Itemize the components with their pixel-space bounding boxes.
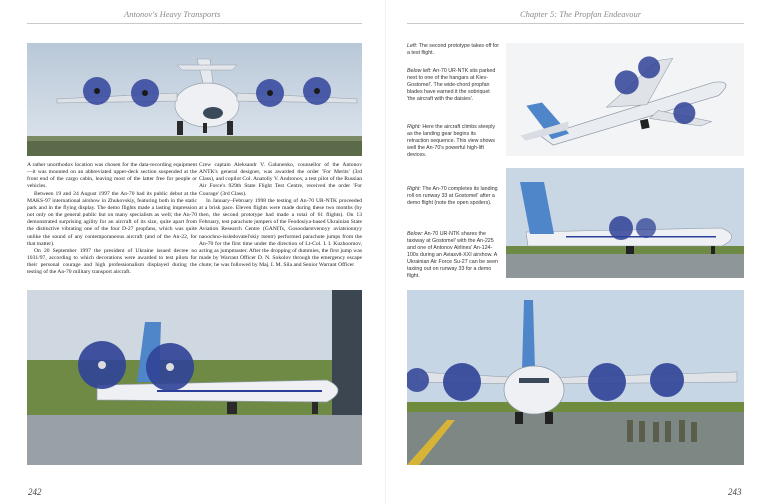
caption-lead: Right: xyxy=(407,124,421,130)
caption-4 xyxy=(407,186,499,207)
folio-left: 242 xyxy=(28,487,42,497)
caption-1 xyxy=(407,43,499,57)
caption-text: Here the aircraft climbs steeply as the landing gear begins its retraction sequence. This view shows well the An-70's powerful high-lift devices. xyxy=(407,124,496,158)
caption-lead: Right: xyxy=(407,186,421,192)
caption-lead: Below: xyxy=(407,231,423,237)
caption-lead: Left: xyxy=(407,43,418,49)
caption-5 xyxy=(407,231,499,280)
caption-lead: Below left: xyxy=(407,68,432,74)
photo-takeoff xyxy=(27,43,362,156)
header-rule-right xyxy=(407,23,744,24)
photo-landing-roll xyxy=(506,168,744,278)
paragraph: On 20 September 1997 the president of Ukraine issued decree no 1031/97, according to which decorations were awarded to test pilots for their personal courage and high professionalism displayed during the testing of the An-70 military transport aircraft. xyxy=(27,247,197,276)
caption-3 xyxy=(407,124,499,159)
gutter xyxy=(385,0,386,504)
caption-text: An-70 UR-NTK sits parked next to one of the hangars at Kiev-Gostomel'. The wide-chord propfan blades have earned it the sobriquet 'the aircraft with the daisies'. xyxy=(407,68,496,102)
body-text-col-1 xyxy=(27,162,197,277)
paragraph: Crew captain Aleksandr V. Galunenko, counsellor of the Antonov ANTK's general designer, was awarded the order 'For Merits' (3rd Class), and copilot Col. Anatoliy V. Andronov, a test pilot of the Russian Air Force's 929th State Flight Test Centre, received the order 'For Courage' (3rd Class). xyxy=(199,162,362,197)
body-text-col-2 xyxy=(199,162,362,269)
caption-text: The second prototype takes off for a test flight. xyxy=(407,43,499,56)
folio-right: 243 xyxy=(728,487,742,497)
paragraph: A rather unorthodox location was chosen for the data-recording equipment—it was mounted on an abbreviated upper-deck section suspended at the front end of the cargo cabin, leaving most of the latter free for people or vehicles. xyxy=(27,162,197,190)
running-head-left: Antonov's Heavy Transports xyxy=(124,9,221,19)
caption-text: The An-70 completes its landing roll on runway 33 at Gostomel' after a demo flight (note the open spoilers). xyxy=(407,186,498,206)
paragraph: In January–February 1998 the testing of An-70 UR-NTK proceeded at a brisk pace. Eleven flights were made during these two months (by then, the second prototype had made a total of 61 flights). On 13 February, test parachute jumpers of the Feodosiya-based Ukrainian State Aviation Research Centre (GANITs, Gosoodarstvennyy aviatsionnyy naoochno-issledovatel'skiy tsentr) performed parachute jumps from the An-70 for the first time under the direction of Lt-Col. I. I. Kuzhoomov, acting as jumpmaster. After the dropping of dummies, the first jump was made by Warrant Officer D. N. Sokolov through the emergency escape chute; he was followed by Maj. I. M. Sila and Senior Warrant Officer xyxy=(199,197,362,269)
photo-taxiway xyxy=(407,290,744,465)
paragraph: Between 19 and 24 August 1997 the An-70 had its public debut at the MAKS-97 international airshow in Zhukovskiy, featuring both in the static park and in the flying display. The demo flights made a lasting impression not only on the general public but on many specialists as well; the An-70 demonstrated surprising agility for an aircraft of its size, quite apart from the distinctive vibrating one of the four D-27 propfans, which was quite unlike the sound of any contemporaneous aircraft (and of the An-22, for that matter). xyxy=(27,190,197,247)
caption-2 xyxy=(407,68,499,103)
caption-text: An-70 UR-NTK shares the taxiway at Gostomel' with the An-225 and one of Antonov Airlines' An-124-100s during an Aviasvit-XXI airshow. A Ukrainian Air Force Su-27 can be seen taxiing out on runway 33 for a demo flight. xyxy=(407,231,498,279)
header-rule-left xyxy=(27,23,362,24)
running-head-right: Chapter 5: The Propfan Endeavour xyxy=(520,9,642,19)
photo-parked-hangar xyxy=(27,290,362,465)
photo-climb xyxy=(506,43,744,156)
